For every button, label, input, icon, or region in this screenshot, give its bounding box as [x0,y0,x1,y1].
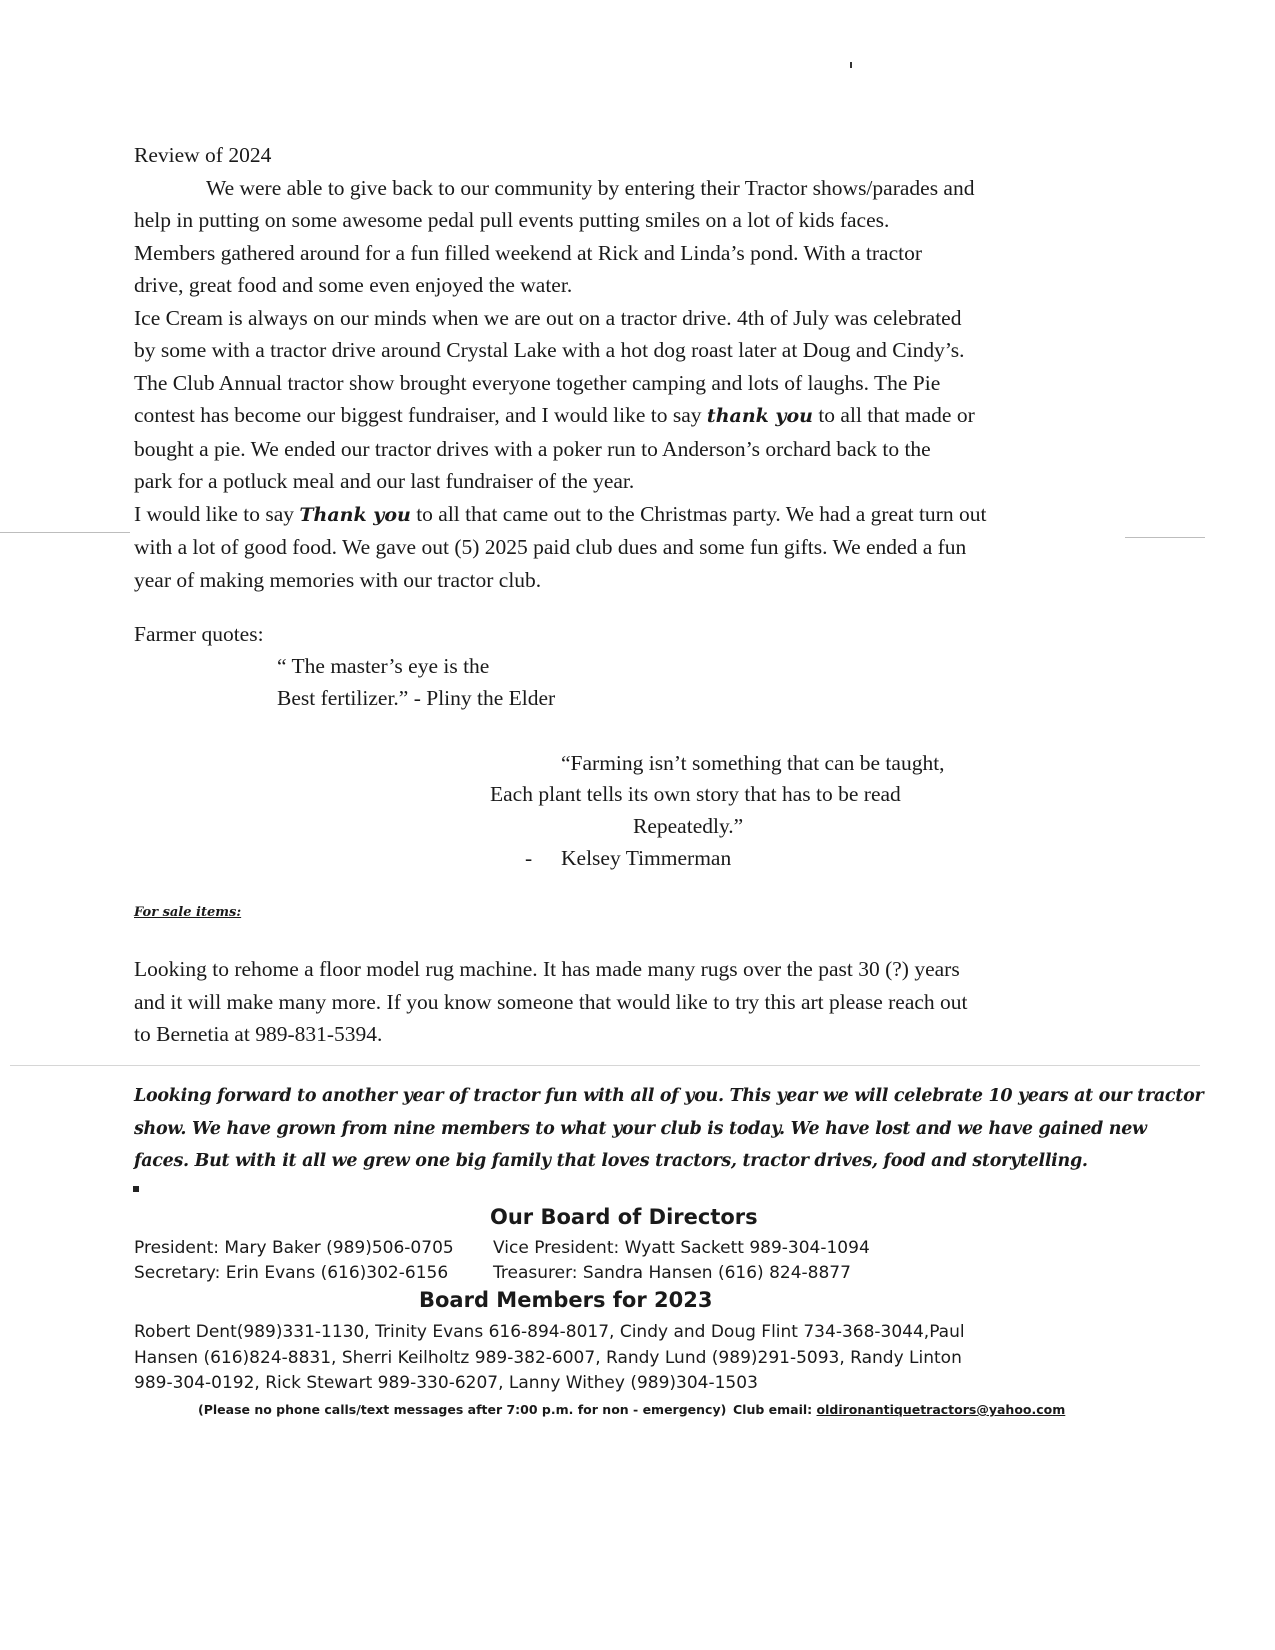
scan-mark [133,1186,139,1192]
club-email-row [733,1402,1065,1417]
scan-mark [850,62,852,68]
quote-1-line: Best fertilizer.” - Pliny the Elder [277,686,556,710]
review-text: contest has become our biggest fundraiser, and I would like to say [134,403,707,427]
review-line [134,498,1134,532]
closing-line: faces. But with it all we grew one big family that loves tractors, tractor drives, food and storytelling. [134,1151,1088,1171]
scan-line-artifact [1125,537,1205,538]
board-secretary: Secretary: Erin Evans (616)302-6156 [134,1263,449,1283]
quote-1-line: “ The master’s eye is the [277,654,490,678]
review-line: year of making memories with our tractor club. [134,567,542,592]
closing-line: Looking forward to another year of tractor fun with all of you. This year we will celebrate 10 years at our tractor [134,1086,1204,1106]
review-text: to all that made or [812,403,975,427]
board-members-line: 989-304-0192, Rick Stewart 989-330-6207, Lanny Withey (989)304-1503 [134,1373,758,1393]
quote-2-author: Kelsey Timmerman [561,846,732,870]
thank-you-emphasis: thank you [706,405,813,427]
quote-2-line: “Farming isn’t something that can be taught, [561,751,945,775]
review-line: help in putting on some awesome pedal pull events putting smiles on a lot of kids faces. [134,208,890,232]
board-members-line: Hansen (616)824-8831, Sherri Keilholtz 989-382-6007, Randy Lund (989)291-5093, Randy Linton [134,1347,962,1368]
scan-line-artifact [0,532,130,533]
review-text: I would like to say [134,501,300,526]
for-sale-line: and it will make many more. If you know someone that would like to try this art please reach out [134,989,968,1014]
review-line: bought a pie. We ended our tractor drives with a poker run to Anderson’s orchard back to the [134,436,931,461]
quotes-heading: Farmer quotes: [134,622,264,646]
for-sale-line: to Bernetia at 989-831-5394. [134,1022,383,1046]
closing-line: show. We have grown from nine members to what your club is today. We have lost and we have gained new [134,1118,1147,1139]
board-heading: Our Board of Directors [490,1205,758,1229]
quote-2-line: Each plant tells its own story that has to be read [490,782,901,806]
board-treasurer: Treasurer: Sandra Hansen (616) 824-8877 [493,1263,851,1283]
club-email-label: Club email: [733,1402,817,1417]
closing-paragraph [134,1080,1204,1178]
board-note: (Please no phone calls/text messages after 7:00 p.m. for non - emergency) [198,1402,727,1417]
board-members-heading: Board Members for 2023 [419,1288,713,1312]
for-sale-text [134,953,1134,1051]
scan-line-artifact [10,1065,1200,1066]
quote-2-dash: - [525,846,533,870]
thank-you-emphasis: Thank you [299,503,411,526]
review-text: to all that came out to the Christmas party. We had a great turn out [410,501,987,526]
review-line: We were able to give back to our community by entering their Tractor shows/parades and [206,175,975,200]
club-email-link[interactable]: oldironantiquetractors@yahoo.com [816,1402,1066,1417]
review-line: drive, great food and some even enjoyed the water. [134,273,573,297]
review-heading: Review of 2024 [134,143,272,167]
review-section [134,139,1134,596]
for-sale-line: Looking to rehome a floor model rug machine. It has made many rugs over the past 30 (?) years [134,957,960,981]
for-sale-heading: For sale items: [134,905,242,920]
review-line: park for a potluck meal and our last fundraiser of the year. [134,469,635,493]
review-line: Members gathered around for a fun filled weekend at Rick and Linda’s pond. With a tractor [134,240,923,265]
quote-2-line: Repeatedly.” [633,814,744,838]
board-members-list [134,1320,965,1397]
review-line: The Club Annual tractor show brought everyone together camping and lots of laughs. The Pie [134,370,941,395]
review-line: with a lot of good food. We gave out (5) 2025 paid club dues and some fun gifts. We ended a fun [134,535,967,559]
board-president: President: Mary Baker (989)506-0705 [134,1238,454,1258]
board-vice-president: Vice President: Wyatt Sackett 989-304-1094 [493,1238,870,1258]
review-line: Ice Cream is always on our minds when we are out on a tractor drive. 4th of July was celebrated [134,305,962,330]
review-line [134,399,1134,433]
review-line: by some with a tractor drive around Crystal Lake with a hot dog roast later at Doug and Cindy’s. [134,338,965,362]
board-members-line: Robert Dent(989)331-1130, Trinity Evans 616-894-8017, Cindy and Doug Flint 734-368-3044,Paul [134,1322,965,1342]
